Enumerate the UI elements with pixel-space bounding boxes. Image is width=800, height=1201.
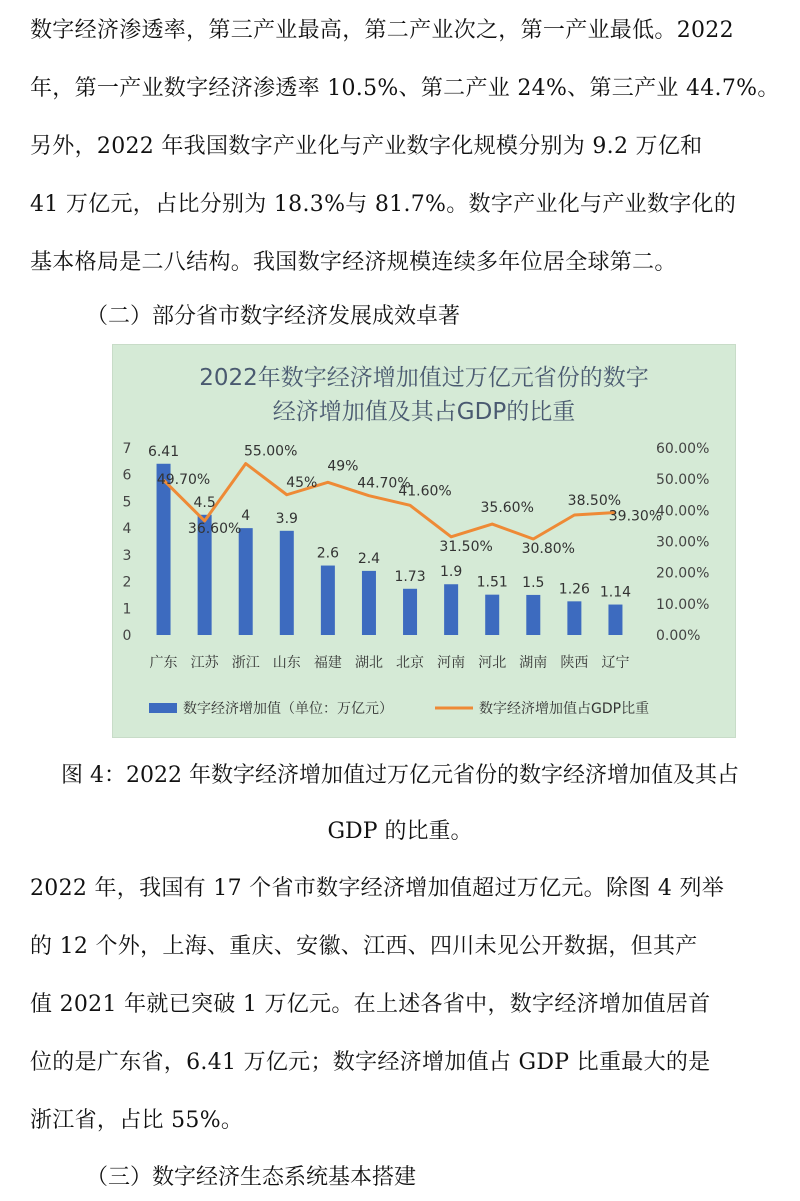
bar [280, 531, 294, 635]
legend-label: 数字经济增加值（单位：万亿元） [183, 701, 393, 717]
y-right-tick-label: 10.00% [656, 596, 710, 613]
y-right-tick-label: 20.00% [656, 565, 710, 582]
x-tick-label: 湖北 [354, 655, 383, 671]
bar-data-label: 4.5 [193, 494, 216, 511]
y-left-tick-label: 5 [122, 494, 132, 511]
bar-data-label: 1.26 [558, 581, 590, 598]
bar-data-label: 1.14 [599, 584, 632, 601]
bar-data-label: 1.73 [394, 568, 426, 585]
bar-data-label: 1.51 [476, 574, 508, 591]
bar [403, 589, 417, 635]
bar [362, 571, 376, 635]
paragraph-line: 数字经济渗透率，第三产业最高，第二产业次之，第一产业最低。2022 [30, 18, 734, 43]
top-paragraph [30, 2, 780, 292]
bar-data-label: 2.4 [357, 550, 381, 567]
x-tick-label: 浙江 [231, 655, 260, 671]
line-data-label: 35.60% [480, 500, 534, 517]
bar-data-label: 1.5 [522, 574, 545, 591]
x-tick-label: 陕西 [560, 655, 589, 671]
x-tick-label: 辽宁 [601, 655, 630, 671]
x-tick-label: 湖南 [519, 655, 548, 671]
x-tick-label: 北京 [396, 655, 425, 671]
y-right-tick-label: 40.00% [656, 503, 710, 520]
bar [239, 528, 253, 635]
bar-data-label: 4 [241, 508, 251, 525]
line-data-label: 31.50% [439, 538, 493, 555]
x-tick-label: 广东 [149, 655, 178, 671]
line-data-label: 49.70% [156, 472, 211, 489]
y-right-tick-label: 60.00% [656, 441, 710, 457]
bar [157, 464, 171, 635]
x-tick-label: 河南 [437, 655, 466, 671]
paragraph-line: 基本格局是二八结构。我国数字经济规模连续多年位居全球第二。 [30, 250, 677, 275]
y-left-tick-label: 2 [122, 574, 132, 591]
chart-title: 经济增加值及其占GDP的比重 [272, 399, 576, 425]
paragraph-line: 的 12 个外，上海、重庆、安徽、江西、四川未见公开数据，但其产 [30, 934, 698, 959]
section-heading: （二）部分省市数字经济发展成效卓著 [86, 304, 461, 329]
bar [567, 601, 581, 635]
paragraph-line: 位的是广东省，6.41 万亿元；数字经济增加值占 GDP 比重最大的是 [30, 1050, 711, 1075]
figure-caption-line-2: GDP 的比重。 [327, 819, 473, 844]
chart-container [112, 344, 736, 738]
y-right-tick-label: 30.00% [656, 534, 710, 551]
bar [321, 566, 335, 635]
combo-chart [113, 345, 735, 737]
x-tick-label: 福建 [313, 655, 342, 671]
y-right-tick-label: 0.00% [656, 628, 701, 644]
line-data-label: 44.70% [357, 475, 411, 492]
line-data-label: 45% [286, 474, 318, 491]
y-left-tick-label: 4 [122, 521, 132, 538]
bar-data-label: 2.6 [316, 545, 340, 562]
line-data-label: 49% [327, 458, 359, 475]
section-heading: （三）数字经济生态系统基本搭建 [86, 1165, 417, 1190]
y-left-tick-label: 0 [122, 628, 132, 644]
line-data-label: 38.50% [567, 493, 622, 510]
paragraph-line: 值 2021 年就已突破 1 万亿元。在上述各省中，数字经济增加值居首 [30, 992, 711, 1017]
bar [444, 584, 458, 635]
bar [608, 605, 622, 635]
figure-caption-line-1: 图 4：2022 年数字经济增加值过万亿元省份的数字经济增加值及其占 [61, 763, 739, 788]
x-tick-label: 江苏 [190, 655, 219, 671]
y-left-tick-label: 7 [122, 441, 132, 457]
legend-label: 数字经济增加值占GDP比重 [479, 701, 650, 717]
line-data-label: 30.80% [521, 541, 575, 558]
line-data-label: 36.60% [187, 520, 242, 537]
paragraph-line: 另外，2022 年我国数字产业化与产业数字化规模分别为 9.2 万亿和 [30, 134, 703, 159]
bar-data-label: 1.9 [439, 564, 463, 581]
y-left-tick-label: 6 [122, 467, 132, 484]
y-left-tick-label: 3 [122, 547, 132, 564]
x-tick-label: 河北 [478, 655, 507, 671]
line-data-label: 41.60% [398, 483, 452, 500]
bar-data-label: 6.41 [147, 443, 180, 460]
line-data-label: 55.00% [244, 443, 298, 460]
bar [485, 595, 499, 635]
paragraph-line: 41 万亿元，占比分别为 18.3%与 81.7%。数字产业化与产业数字化的 [30, 192, 737, 217]
bar-data-label: 3.9 [275, 510, 298, 527]
chart-title: 2022年数字经济增加值过万亿元省份的数字 [199, 365, 649, 391]
line-data-label: 39.30% [608, 508, 663, 525]
x-tick-label: 山东 [272, 655, 301, 671]
paragraph-line: 2022 年，我国有 17 个省市数字经济增加值超过万亿元。除图 4 列举 [30, 876, 725, 901]
paragraph-line: 浙江省，占比 55%。 [30, 1108, 244, 1133]
bar [526, 595, 540, 635]
y-left-tick-label: 1 [122, 601, 132, 618]
legend-bar-swatch [149, 703, 177, 713]
paragraph-line: 年，第一产业数字经济渗透率 10.5%、第二产业 24%、第三产业 44.7%。 [30, 76, 780, 101]
bottom-paragraph [30, 860, 775, 1150]
y-right-tick-label: 50.00% [656, 472, 710, 489]
